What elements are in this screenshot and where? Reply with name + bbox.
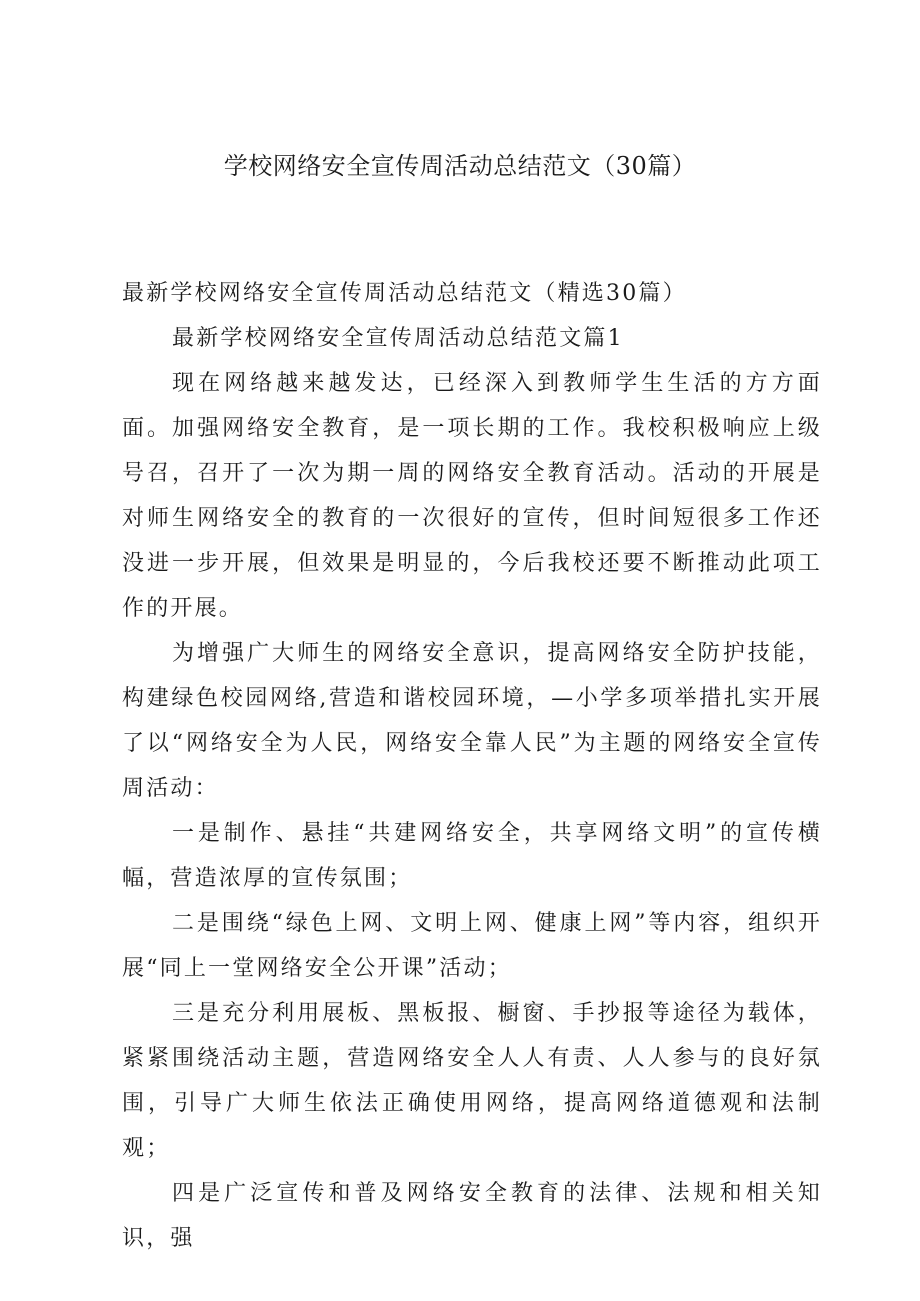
paragraph-4: 二是围绕“绿色上网、文明上网、健康上网”等内容，组织开展“同上一堂网络安全公开课”活动；	[122, 911, 822, 981]
section-heading: 最新学校网络安全宣传周活动总结范文篇1	[172, 326, 624, 351]
paragraph-1: 现在网络越来越发达，已经深入到教师学生生活的方方面面。加强网络安全教育，是一项长期的工作。我校积极响应上级号召，召开了一次为期一周的网络安全教育活动。活动的开展是对师生网络安全的教育的一次很好的宣传，但时间短很多工作还没进一步开展，但效果是明显的，今后我校还要不断推动此项工作的开展。	[122, 371, 822, 621]
document-body	[122, 271, 822, 1261]
document-title: 学校网络安全宣传周活动总结范文（30篇）	[223, 152, 697, 180]
paragraph-2: 为增强广大师生的网络安全意识，提高网络安全防护技能，构建绿色校园网络,营造和谐校园环境，—小学多项举措扎实开展了以“网络安全为人民，网络安全靠人民”为主题的网络安全宣传周活动：	[122, 641, 822, 801]
paragraph-3: 一是制作、悬挂“共建网络安全，共享网络文明”的宣传横幅，营造浓厚的宣传氛围；	[122, 821, 822, 891]
document-subtitle: 最新学校网络安全宣传周活动总结范文（精选30篇）	[122, 281, 687, 306]
paragraph-6: 四是广泛宣传和普及网络安全教育的法律、法规和相关知识，强	[122, 1181, 822, 1251]
paragraph-5: 三是充分利用展板、黑板报、橱窗、手抄报等途径为载体，紧紧围绕活动主题，营造网络安全人人有责、人人参与的良好氛围，引导广大师生依法正确使用网络，提高网络道德观和法制观；	[122, 1001, 822, 1161]
